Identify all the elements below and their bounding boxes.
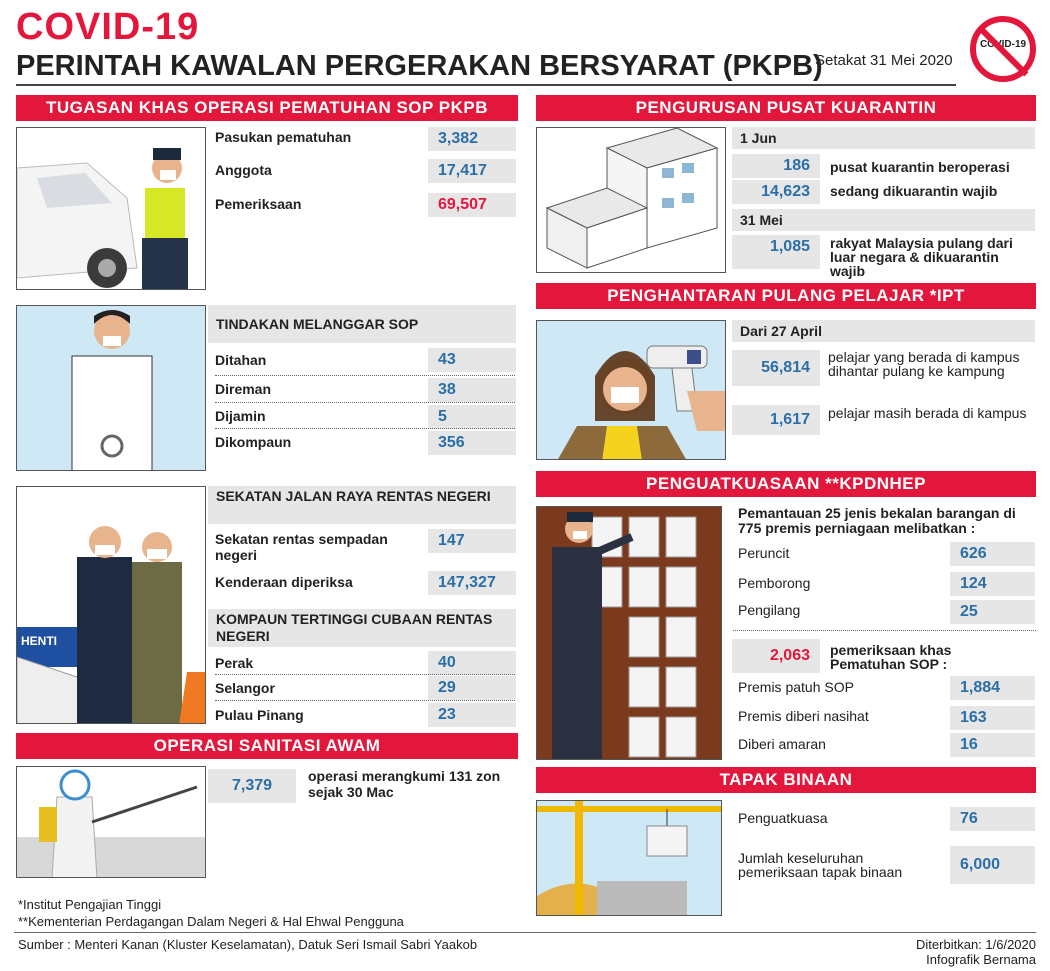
tugasan-label-3: Pemeriksaan xyxy=(215,196,302,212)
row-divider xyxy=(215,700,515,701)
quarantine-building-illustration xyxy=(536,127,726,273)
footer-divider xyxy=(14,932,1036,933)
penguatkuasaan-label-3: Pengilang xyxy=(738,602,801,618)
row-divider xyxy=(215,375,515,376)
sanitation-worker-illustration xyxy=(16,766,206,878)
tapak-label-2: Jumlah keseluruhan pemeriksaan tapak binaan xyxy=(738,850,903,880)
penguatkuasaan-label-1: Peruncit xyxy=(738,545,790,561)
tindakan-heading: TINDAKAN MELANGGAR SOP xyxy=(208,305,516,343)
prohibition-slash-icon xyxy=(978,26,1029,77)
penguatkuasaan-value-6: 16 xyxy=(950,733,1035,757)
sanitasi-label: operasi merangkumi 131 zon sejak 30 Mac xyxy=(308,768,501,800)
tindakan-label-1: Ditahan xyxy=(215,352,267,368)
roadblock-sign-text: HENTI xyxy=(21,634,57,648)
sanitasi-title: OPERASI SANITASI AWAM xyxy=(16,733,518,759)
sekatan-heading: SEKATAN JALAN RAYA RENTAS NEGERI xyxy=(208,486,516,524)
tapak-value-1: 76 xyxy=(950,807,1035,831)
page-title: COVID-19 xyxy=(16,6,200,48)
row-divider xyxy=(215,674,515,675)
penguatkuasaan-intro: Pemantauan 25 jenis bekalan barangan di 775 premis perniagaan melibatkan : xyxy=(738,505,1016,536)
kuarantin-label-1: pusat kuarantin beroperasi xyxy=(830,159,1010,175)
kompaun-label-2: Selangor xyxy=(215,680,275,696)
published-date: Diterbitkan: 1/6/2020 xyxy=(916,937,1036,952)
pelajar-value-2: 1,617 xyxy=(732,405,820,435)
tindakan-value-2: 38 xyxy=(428,378,516,402)
tindakan-label-2: Direman xyxy=(215,381,272,397)
source: Sumber : Menteri Kanan (Kluster Keselamatan), Datuk Seri Ismail Sabri Yaakob xyxy=(18,937,478,952)
kuarantin-value-3: 1,085 xyxy=(732,235,820,269)
pelajar-label-1: pelajar yang berada di kampus dihantar pulang ke kampung xyxy=(828,349,1020,379)
as-of-date: Setakat 31 Mei 2020 xyxy=(815,52,953,69)
kuarantin-label-2: sedang dikuarantin wajib xyxy=(830,183,998,199)
tugasan-label-1: Pasukan pematuhan xyxy=(215,129,352,145)
sekatan-value-1: 147 xyxy=(428,529,516,553)
tugasan-title: TUGASAN KHAS OPERASI PEMATUHAN SOP PKPB xyxy=(16,95,518,121)
tapak-label-1: Penguatkuasa xyxy=(738,810,828,826)
kuarantin-label-3: rakyat Malaysia pulang dari luar negara & dikuarantin wajib xyxy=(830,235,1013,279)
kuarantin-title: PENGURUSAN PUSAT KUARANTIN xyxy=(536,95,1036,121)
penguatkuasaan-value-5: 163 xyxy=(950,706,1035,730)
penguatkuasaan-value-2: 124 xyxy=(950,572,1035,596)
sekatan-label-2: Kenderaan diperiksa xyxy=(215,574,353,590)
penguatkuasaan-label-5: Premis diberi nasihat xyxy=(738,708,869,724)
title-divider xyxy=(16,84,956,86)
roadblock-illustration xyxy=(16,486,206,724)
penguatkuasaan-label-2: Pemborong xyxy=(738,575,811,591)
no-covid-logo xyxy=(970,16,1036,82)
construction-site-illustration xyxy=(536,800,722,916)
kuarantin-value-1: 186 xyxy=(732,154,820,178)
pelajar-date: Dari 27 April xyxy=(732,320,1035,342)
tapak-value-2: 6,000 xyxy=(950,846,1035,884)
penguatkuasaan-label-4: Premis patuh SOP xyxy=(738,679,854,695)
no-covid-logo-text: COVID-19 xyxy=(979,39,1027,50)
kompaun-label-1: Perak xyxy=(215,655,254,671)
sanitasi-value: 7,379 xyxy=(208,769,296,803)
kompaun-heading: KOMPAUN TERTINGGI CUBAAN RENTAS NEGERI xyxy=(208,609,516,647)
penguatkuasaan-value-3: 25 xyxy=(950,600,1035,624)
section-divider xyxy=(733,630,1036,631)
row-divider xyxy=(215,428,515,429)
footnote-kpdnhep: **Kementerian Perdagangan Dalam Negeri & Hal Ehwal Pengguna xyxy=(18,914,404,929)
penguatkuasaan-value-4: 1,884 xyxy=(950,676,1035,700)
kuarantin-date1: 1 Jun xyxy=(732,127,1035,149)
detainee-illustration xyxy=(16,305,206,471)
pelajar-title: PENGHANTARAN PULANG PELAJAR *IPT xyxy=(536,283,1036,309)
kuarantin-value-2: 14,623 xyxy=(732,180,820,204)
sekatan-value-2: 147,327 xyxy=(428,571,516,595)
penguatkuasaan-khas-value: 2,063 xyxy=(732,639,820,673)
tindakan-value-1: 43 xyxy=(428,348,516,372)
kompaun-value-3: 23 xyxy=(428,703,516,727)
tugasan-label-2: Anggota xyxy=(215,162,272,178)
temperature-check-illustration xyxy=(536,320,726,460)
tugasan-value-1: 3,382 xyxy=(428,127,516,151)
kompaun-value-2: 29 xyxy=(428,676,516,700)
sekatan-label-1: Sekatan rentas sempadan negeri xyxy=(215,531,388,563)
tindakan-value-4: 356 xyxy=(428,431,516,455)
kompaun-label-3: Pulau Pinang xyxy=(215,707,304,723)
penguatkuasaan-title: PENGUATKUASAAN **KPDNHEP xyxy=(536,471,1036,497)
tindakan-value-3: 5 xyxy=(428,405,516,429)
credit: Infografik Bernama xyxy=(926,952,1036,967)
penguatkuasaan-label-6: Diberi amaran xyxy=(738,736,826,752)
penguatkuasaan-khas-label: pemeriksaan khas Pematuhan SOP : xyxy=(830,642,952,672)
kuarantin-date2: 31 Mei xyxy=(732,209,1035,231)
row-divider xyxy=(215,402,515,403)
page-subtitle: PERINTAH KAWALAN PERGERAKAN BERSYARAT (PKPB) xyxy=(16,50,823,82)
police-checkpoint-illustration xyxy=(16,127,206,290)
tindakan-label-3: Dijamin xyxy=(215,408,266,424)
tugasan-value-3: 69,507 xyxy=(428,193,516,217)
penguatkuasaan-value-1: 626 xyxy=(950,542,1035,566)
footnote-ipt: *Institut Pengajian Tinggi xyxy=(18,897,162,912)
tugasan-value-2: 17,417 xyxy=(428,159,516,183)
pelajar-value-1: 56,814 xyxy=(732,350,820,386)
tapak-title: TAPAK BINAAN xyxy=(536,767,1036,793)
kompaun-value-1: 40 xyxy=(428,651,516,675)
pelajar-label-2: pelajar masih berada di kampus xyxy=(828,405,1027,421)
tindakan-label-4: Dikompaun xyxy=(215,434,292,450)
enforcement-officer-illustration xyxy=(536,506,722,760)
